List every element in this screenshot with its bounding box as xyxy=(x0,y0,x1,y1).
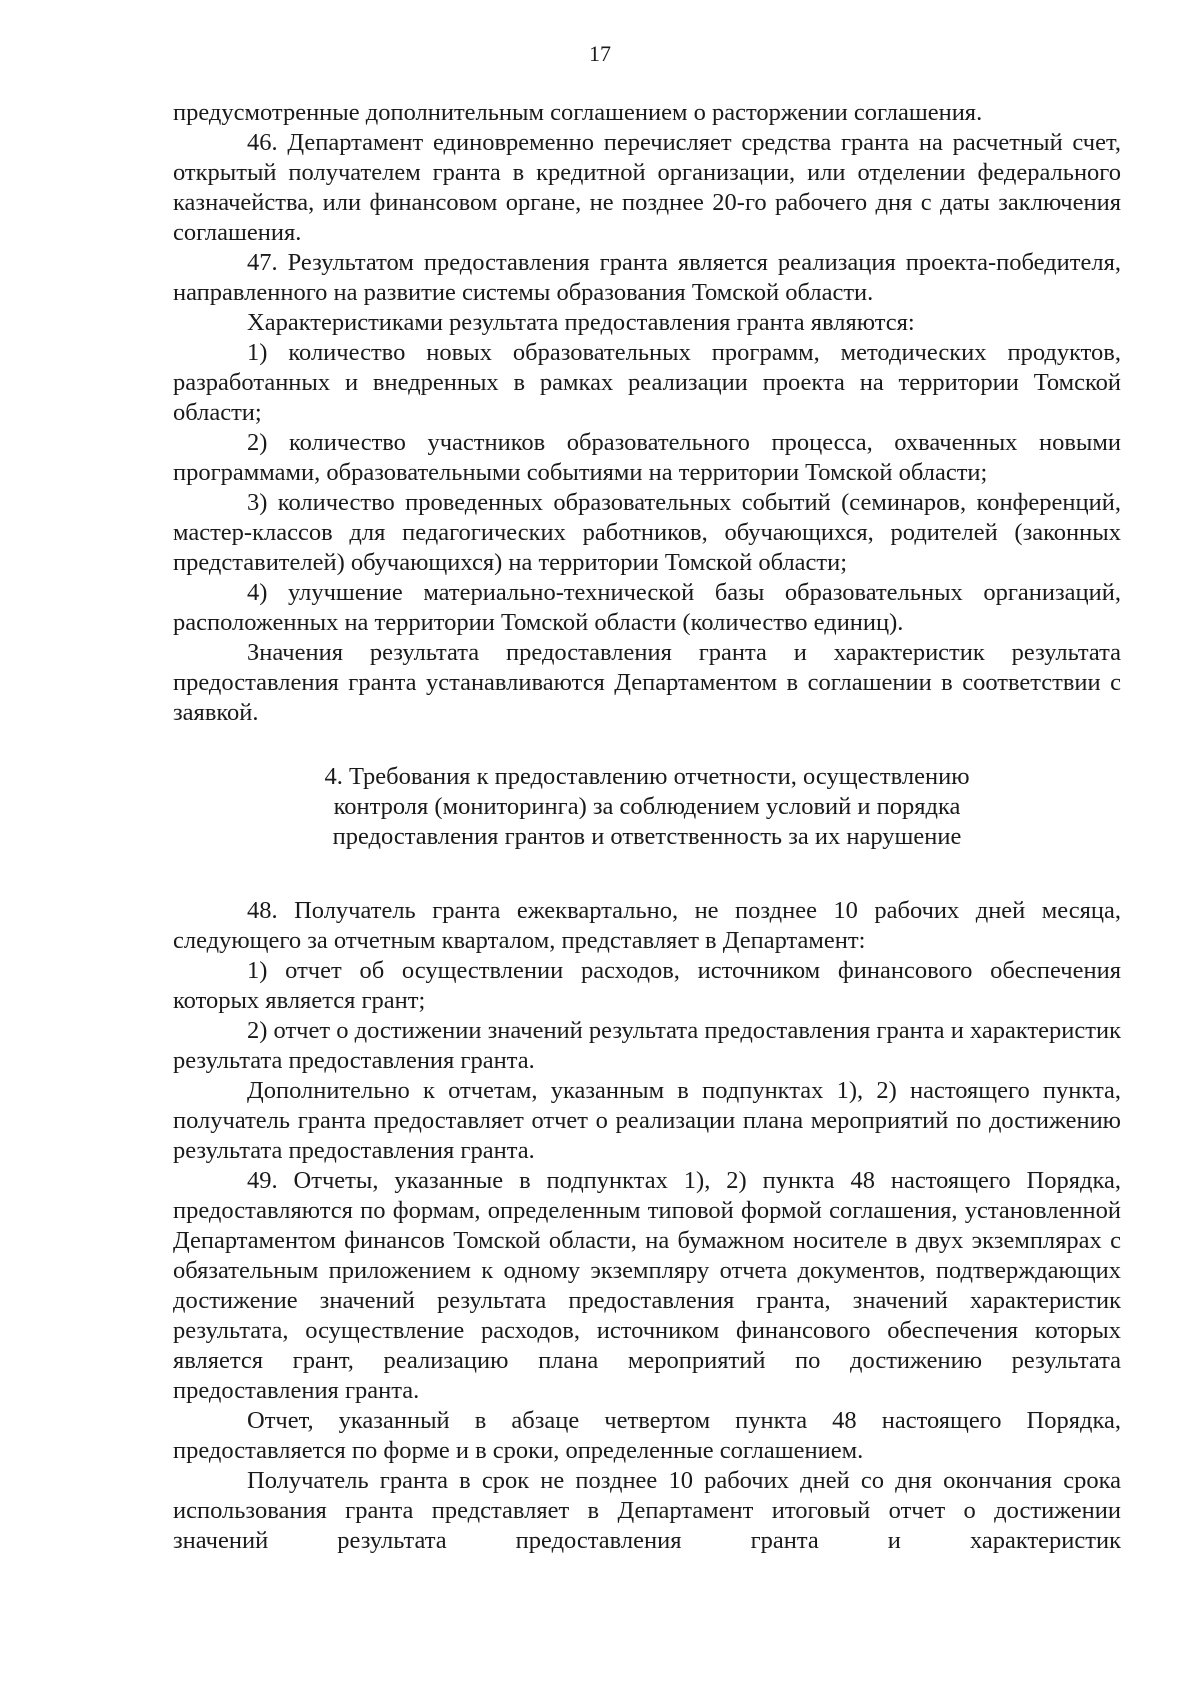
list-item-report-1: 1) отчет об осуществлении расходов, источником финансового обеспечения которых является грант; xyxy=(173,957,1121,1014)
paragraph-final-report: Получатель гранта в срок не позднее 10 рабочих дней со дня окончания срока использования гранта представляет в Департамент итоговый отчет о достижении значений результата предоставления гранта и характеристик xyxy=(173,1467,1121,1554)
paragraph-additional-report: Дополнительно к отчетам, указанным в подпунктах 1), 2) настоящего пункта, получатель гранта предоставляет отчет о реализации плана мероприятий по достижению результата предоставления гранта. xyxy=(173,1077,1121,1164)
list-item-report-2: 2) отчет о достижении значений результата предоставления гранта и характеристик результата предоставления гранта. xyxy=(173,1017,1121,1074)
list-item-characteristic-3: 3) количество проведенных образовательных событий (семинаров, конференций, мастер-классов для педагогических работников, обучающихся, родителей (законных представителей) обучающихся) на территории Томской области; xyxy=(173,489,1121,576)
paragraph-continuation: предусмотренные дополнительным соглашением о расторжении соглашения. xyxy=(173,99,983,126)
list-item-characteristic-4: 4) улучшение материально-технической базы образовательных организаций, расположенных на территории Томской области (количество единиц). xyxy=(173,579,1121,636)
section-heading-line: 4. Требования к предоставлению отчетности, осуществлению xyxy=(324,763,970,790)
section-heading-line: контроля (мониторинга) за соблюдением условий и порядка xyxy=(333,793,961,820)
paragraph-item-49: 49. Отчеты, указанные в подпунктах 1), 2) пункта 48 настоящего Порядка, предоставляются по формам, определенным типовой формой соглашения, установленной Департаментом финансов Томской области, на бумажном носителе в двух экземплярах с обязательным приложением к одному экземпляру отчета документов, подтверждающих достижение значений результата предоставления гранта, значений характеристик результата, осуществление расходов, источником финансового обеспечения которых является грант, реализацию плана мероприятий по достижению результата предоставления гранта. xyxy=(173,1167,1121,1404)
paragraph-characteristics-intro: Характеристиками результата предоставления гранта являются: xyxy=(247,309,915,336)
section-heading xyxy=(173,762,1121,852)
paragraph-item-48: 48. Получатель гранта ежеквартально, не позднее 10 рабочих дней месяца, следующего за отчетным кварталом, представляет в Департамент: xyxy=(173,897,1121,954)
paragraph-result-values: Значения результата предоставления гранта и характеристик результата предоставления гранта устанавливаются Департаментом в соглашении в соответствии с заявкой. xyxy=(173,639,1121,726)
list-item-characteristic-1: 1) количество новых образовательных программ, методических продуктов, разработанных и внедренных в рамках реализации проекта на территории Томской области; xyxy=(173,339,1121,426)
document-body xyxy=(173,98,1121,1556)
paragraph-item-46: 46. Департамент единовременно перечисляет средства гранта на расчетный счет, открытый получателем гранта в кредитной организации, или отделении федерального казначейства, или финансовом органе, не позднее 20-го рабочего дня с даты заключения соглашения. xyxy=(173,129,1121,246)
list-item-characteristic-2: 2) количество участников образовательного процесса, охваченных новыми программами, образовательными событиями на территории Томской области; xyxy=(173,429,1121,486)
page-number: 17 xyxy=(589,41,611,66)
paragraph-item-47: 47. Результатом предоставления гранта является реализация проекта-победителя, направленного на развитие системы образования Томской области. xyxy=(173,249,1121,306)
paragraph-report-form: Отчет, указанный в абзаце четвертом пункта 48 настоящего Порядка, предоставляется по форме и в сроки, определенные соглашением. xyxy=(173,1407,1121,1464)
section-heading-line: предоставления грантов и ответственность за их нарушение xyxy=(332,823,962,850)
